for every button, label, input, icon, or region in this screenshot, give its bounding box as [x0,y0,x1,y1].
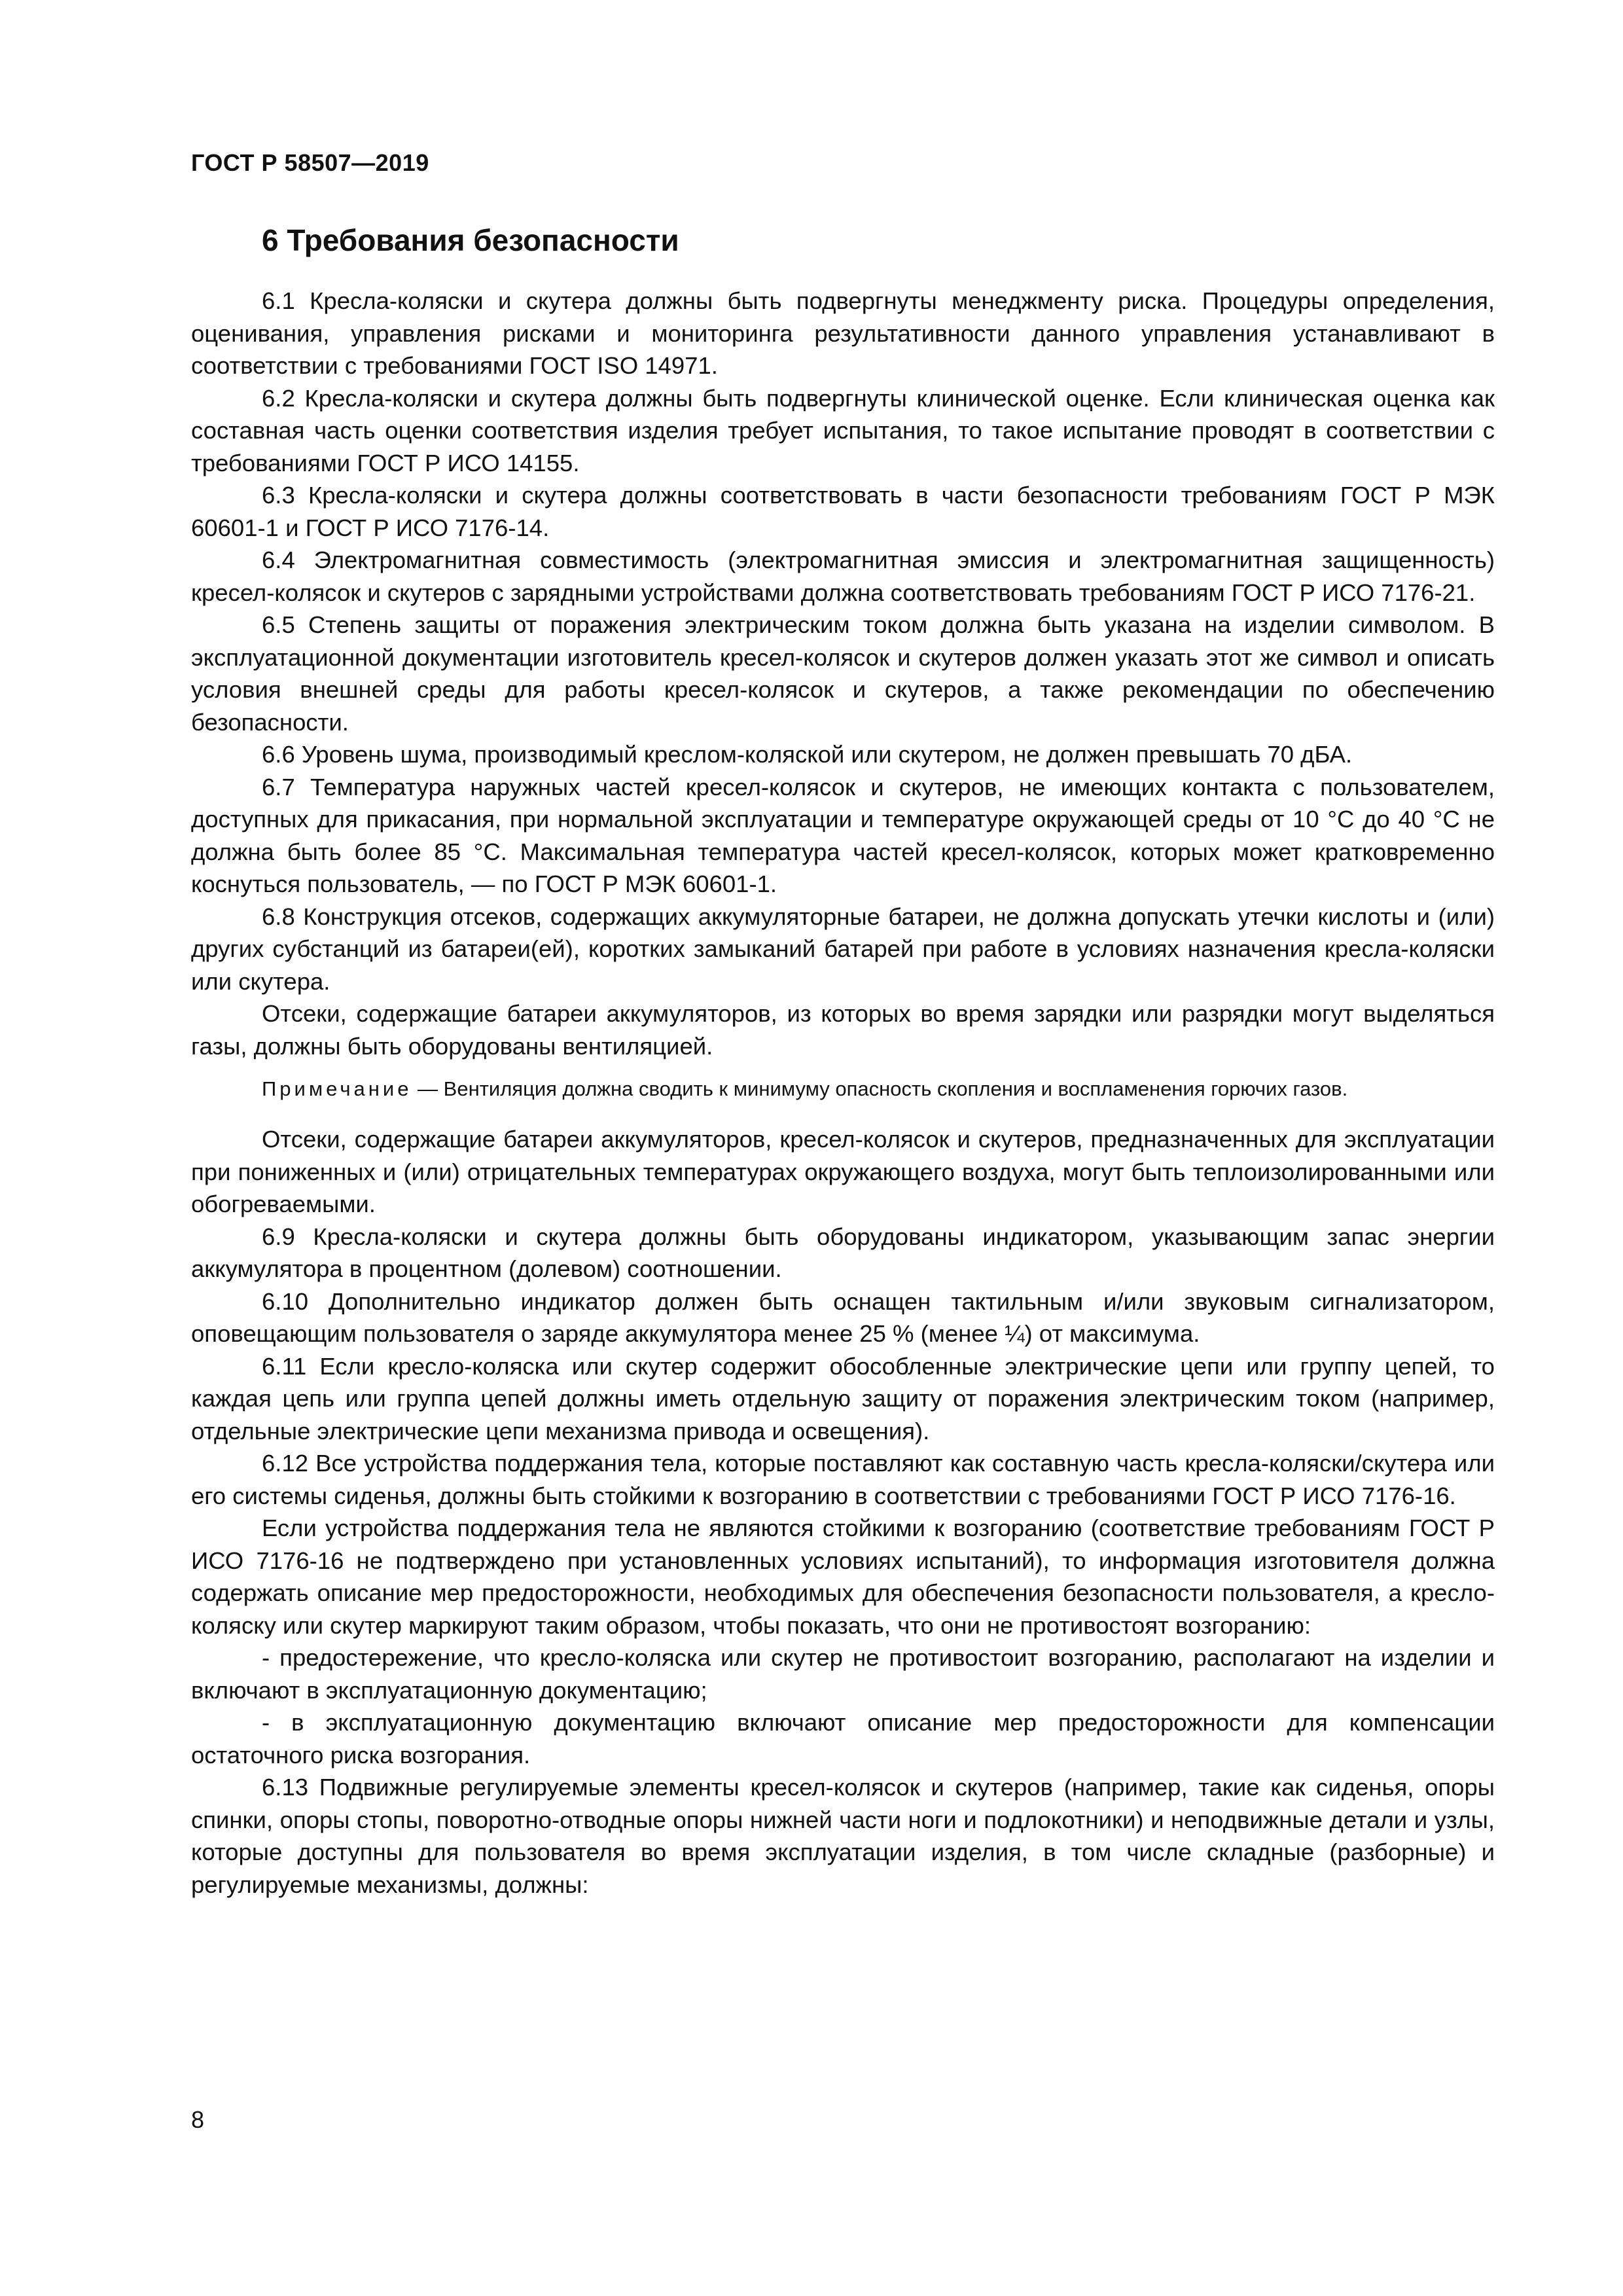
paragraph-6-13: 6.13 Подвижные регулируемые элементы кресел-колясок и скутеров (например, такие как сиденья, опоры спинки, опоры стопы, поворотно-отводные опоры нижней части ноги и подлокотники) и неподвижные детали и узлы, которые доступны для пользователя во время эксплуатации изделия, в том числе складные (разборные) и регулируемые механизмы, должны: [191,1774,1495,1898]
paragraph-6-1: 6.1 Кресла-коляски и скутера должны быть подвергнуты менеджменту риска. Процедуры определения, оценивания, управления рисками и мониторинга результативности данного управления устанавливают в соответствии с требованиями ГОСТ ISO 14971. [191,287,1495,380]
paragraph-6-12-fire-resistance: Если устройства поддержания тела не являются стойкими к возгоранию (соответствие требованиям ГОСТ Р ИСО 7176-16 не подтверждено при установленных условиях испытаний), то информация изготовителя должна содержать описание мер предосторожности, необходимых для обеспечения безопасности пользователя, а кресло-коляску или скутер маркируют таким образом, чтобы показать, что они не противостоят возгоранию: [191,1515,1495,1639]
paragraph-6-8: 6.8 Конструкция отсеков, содержащих аккумуляторные батареи, не должна допускать утечки кислоты и (или) других субстанций из батареи(ей), коротких замыканий батарей при работе в условиях назначения кресла-коляски или скутера. [191,903,1495,995]
paragraph-6-10: 6.10 Дополнительно индикатор должен быть оснащен тактильным и/или звуковым сигнализатором, оповещающим пользователя о заряде аккумулятора менее 25 % (менее ¼) от максимума. [191,1287,1495,1348]
document-code-header: ГОСТ Р 58507—2019 [191,149,429,176]
paragraph-6-8-insulation: Отсеки, содержащие батареи аккумуляторов, кресел-колясок и скутеров, предназначенных для эксплуатации при пониженных и (или) отрицательных температурах окружающего воздуха, могут быть теплоизолированными или обогреваемыми. [191,1126,1495,1218]
list-item-warning: - предостережение, что кресло-коляска или скутер не противостоит возгоранию, располагают на изделии и включают в эксплуатационную документацию; [191,1644,1495,1704]
paragraph-6-11: 6.11 Если кресло-коляска или скутер содержит обособленные электрические цепи или группу цепей, то каждая цепь или группа цепей должны иметь отдельную защиту от поражения электрическим током (например, отдельные электрические цепи механизма привода и освещения). [191,1352,1495,1444]
note-text: — Вентиляция должна сводить к минимуму опасность скопления и воспламенения горючих газов. [412,1077,1348,1101]
section-title: 6 Требования безопасности [262,223,679,257]
note-label: Примечание [262,1077,412,1101]
paragraph-6-6: 6.6 Уровень шума, производимый креслом-коляской или скутером, не должен превышать 70 дБА. [262,741,1353,768]
paragraph-6-12: 6.12 Все устройства поддержания тела, которые поставляют как составную часть кресла-коляски/скутера или его системы сиденья, должны быть стойкими к возгоранию в соответствии с требованиями ГОСТ Р ИСО 7176-16. [191,1450,1495,1509]
paragraph-6-4: 6.4 Электромагнитная совместимость (электромагнитная эмиссия и электромагнитная защищенность) кресел-колясок и скутеров с зарядными устройствами должна соответствовать требованиям ГОСТ Р ИСО 7176-21. [191,547,1495,606]
paragraph-6-2: 6.2 Кресла-коляски и скутера должны быть подвергнуты клинической оценке. Если клиническая оценка как составная часть оценки соответствия изделия требует испытания, то такое испытание проводят в соответствии с требованиями ГОСТ Р ИСО 14155. [191,384,1495,476]
paragraph-6-7: 6.7 Температура наружных частей кресел-колясок и скутеров, не имеющих контакта с пользователем, доступных для прикасания, при нормальной эксплуатации и температуре окружающей среды от 10 °С до 40 °С не должна быть более 85 °С. Максимальная температура частей кресел-колясок, которых может кратковременно коснуться пользователь, — по ГОСТ Р МЭК 60601-1. [191,773,1495,898]
paragraph-6-3: 6.3 Кресла-коляски и скутера должны соответствовать в части безопасности требованиям ГОСТ Р МЭК 60601-1 и ГОСТ Р ИСО 7176-14. [191,482,1495,541]
paragraph-6-5: 6.5 Степень защиты от поражения электрическим током должна быть указана на изделии символом. В эксплуатационной документации изготовитель кресел-колясок и скутеров должен указать этот же символ и описать условия внешней среды для работы кресел-колясок и скутеров, а также рекомендации по обеспечению безопасности. [191,611,1495,736]
page-content [191,223,1495,1901]
note [191,1074,1495,1103]
page-number: 8 [191,2106,205,2133]
paragraph-6-9: 6.9 Кресла-коляски и скутера должны быть оборудованы индикатором, указывающим запас энергии аккумулятора в процентном (долевом) соотношении. [191,1223,1495,1283]
paragraph-6-8-ventilation: Отсеки, содержащие батареи аккумуляторов, из которых во время зарядки или разрядки могут выделяться газы, должны быть оборудованы вентиляцией. [191,1000,1495,1060]
list-item-precautions: - в эксплуатационную документацию включают описание мер предосторожности для компенсации остаточного риска возгорания. [191,1709,1495,1768]
